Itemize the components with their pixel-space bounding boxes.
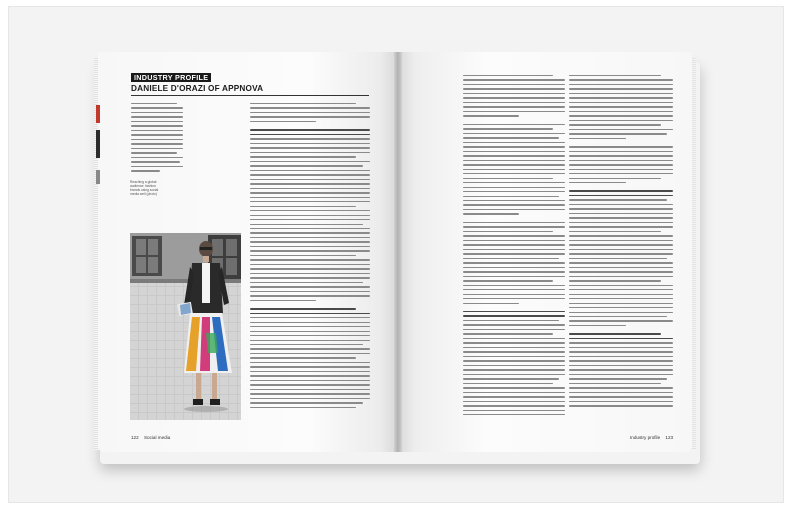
text-line	[463, 392, 565, 393]
text-line	[463, 365, 565, 366]
text-line	[131, 134, 183, 135]
text-line	[250, 147, 370, 148]
text-line	[569, 244, 673, 245]
text-line	[569, 129, 673, 130]
text-line	[569, 267, 673, 268]
text-line	[463, 75, 553, 76]
text-line	[250, 362, 370, 363]
text-line	[569, 146, 673, 147]
text-line	[463, 280, 553, 281]
text-line	[250, 277, 370, 278]
text-line	[250, 107, 370, 108]
text-line	[250, 134, 370, 135]
text-line	[569, 303, 673, 304]
text-line	[250, 219, 370, 220]
text-line	[569, 240, 673, 241]
text-line	[463, 360, 565, 361]
text-line	[250, 317, 370, 318]
text-line	[569, 262, 673, 263]
text-line	[250, 286, 370, 287]
text-line	[463, 294, 565, 295]
text-line	[250, 353, 370, 354]
text-line	[569, 333, 661, 334]
text-line	[569, 298, 673, 299]
text-line	[569, 204, 673, 205]
text-line	[569, 271, 673, 272]
text-line	[569, 253, 673, 254]
text-line	[250, 282, 363, 283]
text-line	[463, 338, 565, 339]
text-line	[569, 374, 673, 375]
left-folio	[131, 435, 170, 440]
text-line	[569, 325, 626, 326]
text-line	[569, 164, 673, 165]
text-line	[463, 111, 565, 112]
section-tab-dark	[96, 130, 100, 158]
text-line	[463, 128, 553, 129]
text-line	[250, 340, 370, 341]
text-line	[569, 155, 673, 156]
text-line	[131, 107, 183, 108]
text-line	[250, 179, 370, 180]
text-line	[463, 102, 565, 103]
text-line	[463, 383, 553, 384]
text-line	[463, 414, 565, 415]
text-line	[569, 88, 673, 89]
text-line	[463, 324, 565, 325]
text-line	[250, 210, 370, 211]
text-line	[569, 280, 661, 281]
text-line	[569, 405, 673, 406]
text-line	[569, 378, 667, 379]
text-line	[463, 88, 565, 89]
text-line	[463, 262, 565, 263]
text-line	[463, 133, 565, 134]
text-line	[463, 213, 519, 214]
text-line	[463, 226, 565, 227]
text-line	[569, 347, 673, 348]
text-line	[463, 378, 559, 379]
text-line	[250, 129, 370, 130]
text-line	[250, 174, 370, 175]
text-line	[569, 294, 673, 295]
text-line	[569, 392, 673, 393]
text-line	[569, 173, 673, 174]
text-line	[250, 228, 370, 229]
text-line	[569, 235, 673, 236]
text-line	[463, 289, 565, 290]
text-line	[463, 178, 553, 179]
text-line	[250, 112, 370, 113]
text-line	[250, 103, 356, 104]
text-line	[569, 289, 673, 290]
text-line	[250, 344, 363, 345]
text-line	[250, 201, 370, 202]
text-line	[463, 320, 559, 321]
photo-caption: Reaching a global audience: fashion brands using social media well (photo)	[130, 180, 159, 196]
text-line	[569, 383, 661, 384]
text-line	[463, 267, 565, 268]
text-line	[250, 215, 370, 216]
header-rule	[131, 95, 369, 96]
text-line	[250, 300, 316, 301]
text-line	[569, 160, 673, 161]
text-line	[569, 84, 673, 85]
text-line	[569, 190, 673, 191]
text-line	[250, 273, 370, 274]
text-line	[250, 259, 370, 260]
text-line	[463, 285, 565, 286]
text-line	[250, 313, 370, 314]
text-line	[250, 389, 370, 390]
text-line	[569, 342, 673, 343]
text-line	[250, 322, 370, 323]
text-line	[250, 138, 370, 139]
text-line	[569, 133, 667, 134]
text-line	[463, 276, 565, 277]
text-line	[250, 380, 370, 381]
text-line	[463, 182, 565, 183]
text-line	[463, 106, 565, 107]
text-line	[569, 75, 661, 76]
text-line	[131, 166, 183, 167]
text-line	[569, 79, 673, 80]
text-line	[569, 316, 667, 317]
text-line	[250, 357, 356, 358]
text-line	[569, 124, 661, 125]
text-line	[569, 396, 673, 397]
text-line	[569, 195, 673, 196]
text-line	[569, 258, 667, 259]
text-line	[250, 402, 363, 403]
text-line	[569, 231, 661, 232]
text-line	[250, 183, 370, 184]
text-line	[463, 169, 565, 170]
section-tab-red	[96, 105, 100, 123]
section-label: INDUSTRY PROFILE	[131, 73, 211, 82]
text-line	[250, 192, 370, 193]
text-line	[131, 116, 183, 117]
text-line	[250, 398, 370, 399]
text-line	[463, 410, 565, 411]
text-line	[463, 93, 565, 94]
text-line	[250, 326, 370, 327]
text-line	[463, 333, 553, 334]
text-line	[463, 191, 565, 192]
text-line	[569, 351, 673, 352]
text-line	[569, 365, 673, 366]
right-folio	[630, 435, 673, 440]
text-line	[250, 366, 370, 367]
text-line	[463, 200, 565, 201]
left-page-number: 122	[131, 435, 139, 440]
right-page-column-2	[569, 75, 673, 410]
text-line	[250, 197, 370, 198]
text-line	[463, 374, 565, 375]
text-line	[463, 253, 565, 254]
text-line	[569, 360, 673, 361]
text-line	[463, 240, 565, 241]
text-line	[463, 401, 565, 402]
text-line	[250, 264, 370, 265]
text-line	[463, 231, 553, 232]
text-line	[569, 369, 673, 370]
text-line	[569, 285, 673, 286]
text-line	[250, 393, 370, 394]
text-line	[250, 371, 370, 372]
text-line	[463, 258, 559, 259]
text-line	[131, 125, 183, 126]
text-line	[569, 222, 673, 223]
text-line	[569, 93, 673, 94]
article-subheading: DANIELE D'ORAZI OF APPNOVA	[131, 84, 264, 93]
text-line	[250, 255, 356, 256]
text-line	[250, 250, 370, 251]
text-line	[463, 387, 565, 388]
text-line	[250, 188, 370, 189]
text-line	[569, 120, 673, 121]
right-page-column-1	[463, 75, 565, 419]
text-line	[250, 291, 370, 292]
text-line	[463, 347, 565, 348]
text-line	[463, 164, 565, 165]
text-line	[463, 196, 559, 197]
text-line	[569, 338, 673, 339]
text-line	[463, 271, 565, 272]
text-line	[463, 369, 565, 370]
left-page-column-2	[250, 103, 370, 411]
text-line	[463, 342, 565, 343]
text-line	[463, 235, 565, 236]
text-line	[569, 217, 673, 218]
text-line	[569, 208, 673, 209]
text-line	[463, 244, 565, 245]
text-line	[569, 102, 673, 103]
text-line	[463, 79, 565, 80]
text-line	[463, 84, 565, 85]
text-line	[250, 331, 370, 332]
text-line	[250, 232, 370, 233]
text-line	[569, 138, 626, 139]
text-line	[463, 160, 565, 161]
text-line	[131, 103, 177, 104]
text-line	[569, 312, 673, 313]
text-line	[250, 348, 370, 349]
text-line	[250, 384, 370, 385]
text-line	[463, 115, 519, 116]
text-line	[569, 249, 673, 250]
text-line	[569, 97, 673, 98]
text-line	[250, 161, 370, 162]
text-line	[569, 356, 673, 357]
text-line	[463, 146, 565, 147]
text-line	[463, 396, 565, 397]
text-line	[250, 156, 356, 157]
text-line	[250, 268, 370, 269]
text-line	[463, 315, 565, 316]
text-line	[250, 224, 363, 225]
text-line	[569, 320, 673, 321]
text-line	[250, 407, 356, 408]
text-line	[463, 303, 519, 304]
text-line	[463, 173, 565, 174]
text-line	[131, 148, 183, 149]
text-line	[131, 139, 183, 140]
text-line	[250, 121, 316, 122]
text-line	[569, 106, 673, 107]
text-line	[131, 112, 183, 113]
text-line	[569, 307, 673, 308]
fashion-photo	[130, 233, 241, 420]
text-line	[569, 178, 661, 179]
text-line	[569, 226, 673, 227]
text-line	[250, 246, 370, 247]
left-folio-section: Social media	[143, 435, 171, 440]
text-line	[131, 121, 183, 122]
text-line	[569, 169, 673, 170]
text-line	[250, 116, 370, 117]
text-line	[569, 401, 673, 402]
text-line	[463, 124, 565, 125]
text-line	[463, 155, 565, 156]
right-page-number: 123	[665, 435, 674, 440]
text-line	[569, 115, 673, 116]
text-line	[463, 329, 565, 330]
text-line	[131, 170, 160, 171]
text-line	[463, 204, 565, 205]
book-spine	[394, 52, 402, 452]
text-line	[250, 143, 370, 144]
text-line	[250, 308, 356, 309]
text-line	[569, 213, 673, 214]
text-line	[463, 222, 565, 223]
text-line	[569, 276, 673, 277]
text-line	[250, 165, 363, 166]
text-line	[463, 97, 565, 98]
right-folio-section: Industry profile	[630, 435, 661, 440]
text-line	[250, 295, 370, 296]
text-line	[463, 356, 565, 357]
text-line	[463, 142, 565, 143]
text-line	[463, 311, 565, 312]
left-page-column-1	[131, 103, 183, 179]
text-line	[463, 151, 565, 152]
section-tab-gray	[96, 170, 100, 184]
text-line	[463, 351, 565, 352]
text-line	[569, 151, 673, 152]
text-line	[569, 199, 667, 200]
text-line	[250, 206, 356, 207]
text-line	[131, 143, 183, 144]
text-line	[250, 237, 370, 238]
text-line	[569, 387, 673, 388]
text-line	[463, 405, 565, 406]
text-line	[250, 375, 370, 376]
text-line	[463, 209, 565, 210]
text-line	[131, 157, 183, 158]
text-line	[131, 152, 177, 153]
text-line	[250, 241, 370, 242]
text-line	[131, 161, 180, 162]
text-line	[569, 182, 626, 183]
text-line	[250, 170, 370, 171]
text-line	[463, 249, 565, 250]
text-line	[250, 152, 370, 153]
text-line	[463, 298, 565, 299]
text-line	[131, 130, 183, 131]
text-line	[569, 111, 673, 112]
text-line	[250, 335, 370, 336]
text-line	[463, 187, 565, 188]
text-line	[463, 137, 559, 138]
